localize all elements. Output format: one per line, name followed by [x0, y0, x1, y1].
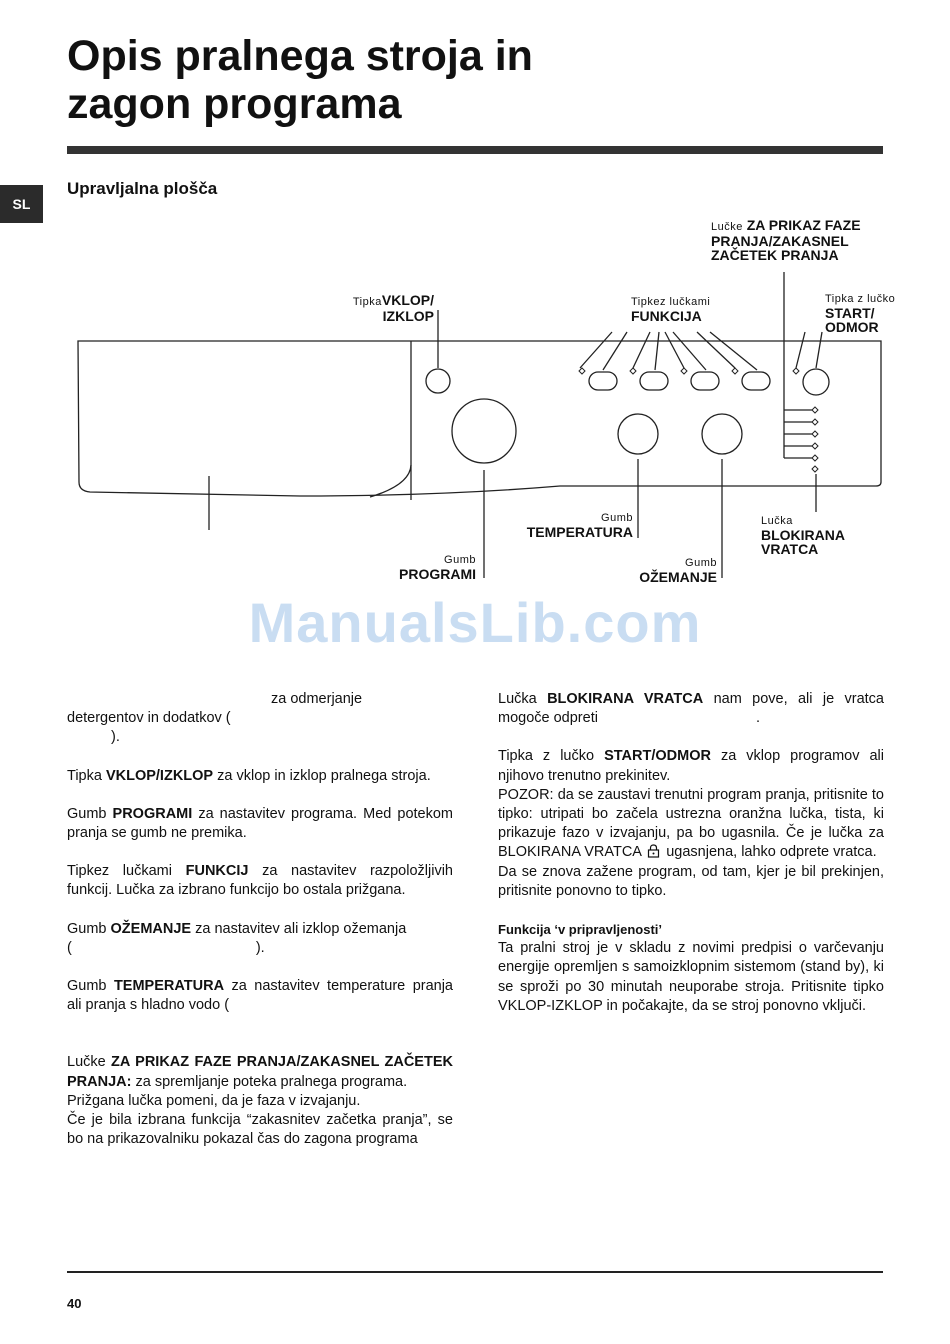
text-bold: VKLOP/IZKLOP: [105, 767, 214, 784]
label-temperatura: [513, 511, 633, 539]
text: za nastavitev programa. Med potekom pranja se gumb ne premika.: [67, 805, 453, 842]
text-bold: TEMPERATURA: [113, 978, 225, 995]
text-bold: START/ODMOR: [604, 748, 711, 765]
label-prefix: Gumb: [685, 557, 717, 569]
footer-rule: [67, 1271, 883, 1273]
text: Tipka: [67, 767, 106, 784]
text: ).: [255, 939, 265, 956]
label-prefix: Tipka: [352, 296, 382, 308]
label-prefix: Tipkez lučkami: [631, 296, 711, 308]
text: ).: [111, 729, 120, 746]
text: .: [755, 710, 760, 727]
text: Lučke: [67, 1054, 112, 1071]
label-blokirana-vratca: [761, 514, 845, 556]
text: Prižgana lučka pomeni, da je faza v izvajanju.: [67, 1092, 361, 1109]
label-line: TEMPERATURA: [526, 524, 633, 540]
paragraph-phase-lights: [67, 1053, 453, 1149]
page-title-line-2: zagon programa: [67, 80, 402, 128]
label-prefix: Tipka z lučko: [825, 293, 896, 305]
left-column: [67, 690, 453, 1149]
text: Gumb: [67, 920, 111, 937]
lock-icon: [647, 844, 660, 858]
text-bold: OŽEMANJE: [110, 920, 192, 937]
title-rule: [67, 146, 883, 154]
paragraph-ozemanje: [67, 920, 453, 958]
text: za nastavitev ali izklop ožemanja: [191, 920, 407, 937]
text-bold: FUNKCIJ: [185, 863, 249, 880]
label-line: ODMOR: [825, 319, 879, 335]
text: Da se znova zažene program, od tam, kjer je bil prekinjen, pritisnite ponovno to tipko.: [498, 863, 884, 899]
text: ugasnjena, lahko odprete vratca.: [666, 844, 877, 861]
paragraph-programi: [67, 805, 453, 843]
language-tab: SL: [0, 185, 43, 223]
paragraph-vklop: [67, 767, 453, 786]
text: nam pove, ali je vratca mogoče odpreti: [498, 691, 884, 727]
paragraph-blokirana: [498, 690, 884, 728]
label-programi: [378, 553, 476, 581]
label-ozemanje: [620, 556, 717, 584]
label-line: IZKLOP: [382, 308, 434, 324]
text: Tipka z lučko: [498, 748, 605, 765]
text: Tipkez lučkami: [67, 863, 186, 880]
text: Gumb: [67, 978, 114, 995]
text: POZOR: da se zaustavi trenutni program pranja, pritisnite to tipko: utripati bo začela ustrezna oranžna lučka, tista, ki prikazuje fazo v izvajanju, pa bo ugasnila. Če je lučka za BLOKIRANA VRATCA: [498, 786, 884, 861]
label-line: PRANJA/ZAKASNEL: [711, 233, 849, 249]
text: Gumb: [67, 805, 113, 822]
page-number: 40: [67, 1296, 82, 1311]
label-line: FUNKCIJA: [631, 308, 702, 324]
page-title-line-1: Opis pralnega stroja in: [67, 32, 533, 80]
text: za nastavitev razpoložljivih funkcij. Lučka za izbrano funkcijo bo ostala prižgana.: [67, 863, 453, 899]
text: Lučka: [498, 691, 548, 707]
label-prefix: Gumb: [601, 512, 633, 524]
text: za vklop programov ali njihovo trenutno prekinitev.: [498, 748, 885, 784]
text-bold: ZA PRIKAZ FAZE PRANJA/ZAKASNEL ZAČETEK PRANJA:: [67, 1054, 453, 1090]
section-title: Upravljalna plošča: [67, 179, 218, 198]
paragraph-standby: Ta pralni stroj je v skladu z novimi predpisi o varčevanju energije opremljen s samoizklopnim sistemom (stand by), ki se sproži po 30 minutah neuporabe stroja. Pritisnite tipko VKLOP-IZKLOP in počakajte, da se stroj ponovno vključi.: [498, 940, 884, 1014]
paragraph-temperatura: [67, 977, 453, 1015]
label-line: VKLOP/: [381, 292, 434, 308]
label-line: START/: [825, 305, 875, 321]
text-bold: BLOKIRANA VRATCA: [547, 691, 704, 707]
watermark: ManualsLib.com: [248, 591, 702, 654]
text: za spremljanje poteka pralnega programa.: [131, 1073, 408, 1090]
control-panel-diagram: [0, 200, 950, 600]
text-bold: PROGRAMI: [112, 805, 193, 822]
label-line: PROGRAMI: [399, 566, 476, 582]
label-phase-lights: [711, 218, 861, 262]
label-line: ZAČETEK PRANJA: [711, 247, 839, 263]
label-line: OŽEMANJE: [639, 569, 717, 585]
paragraph-start: [498, 747, 884, 901]
text: detergentov in dodatkov (: [67, 710, 231, 727]
text: za vklop in izklop pralnega stroja.: [213, 767, 431, 784]
paragraph-drawer: [67, 690, 453, 748]
right-column: [498, 690, 884, 1035]
subheading-standby: Funkcija ‘v pripravljenosti’: [498, 922, 662, 938]
label-prefix: Lučke: [711, 221, 743, 233]
label-line: BLOKIRANA: [761, 527, 845, 543]
label-line: ZA PRIKAZ FAZE: [746, 217, 861, 233]
label-start-odmor: [825, 292, 895, 334]
text: za nastavitev temperature pranja ali pranja s hladno vodo (: [67, 978, 453, 1014]
label-line: VRATCA: [761, 541, 819, 557]
label-prefix: Lučka: [761, 515, 793, 527]
text: za odmerjanje: [271, 691, 363, 707]
text: Če je bila izbrana funkcija “zakasnitev začetka pranja”, se bo na prikazovalniku pokazal čas do zagona programa: [67, 1112, 453, 1148]
page-title: [67, 32, 533, 128]
paragraph-funkcij: [67, 862, 453, 900]
label-funkcija: [631, 295, 710, 323]
text: (: [67, 939, 72, 956]
label-prefix: Gumb: [444, 554, 476, 566]
label-vklop-izklop: [343, 293, 434, 323]
